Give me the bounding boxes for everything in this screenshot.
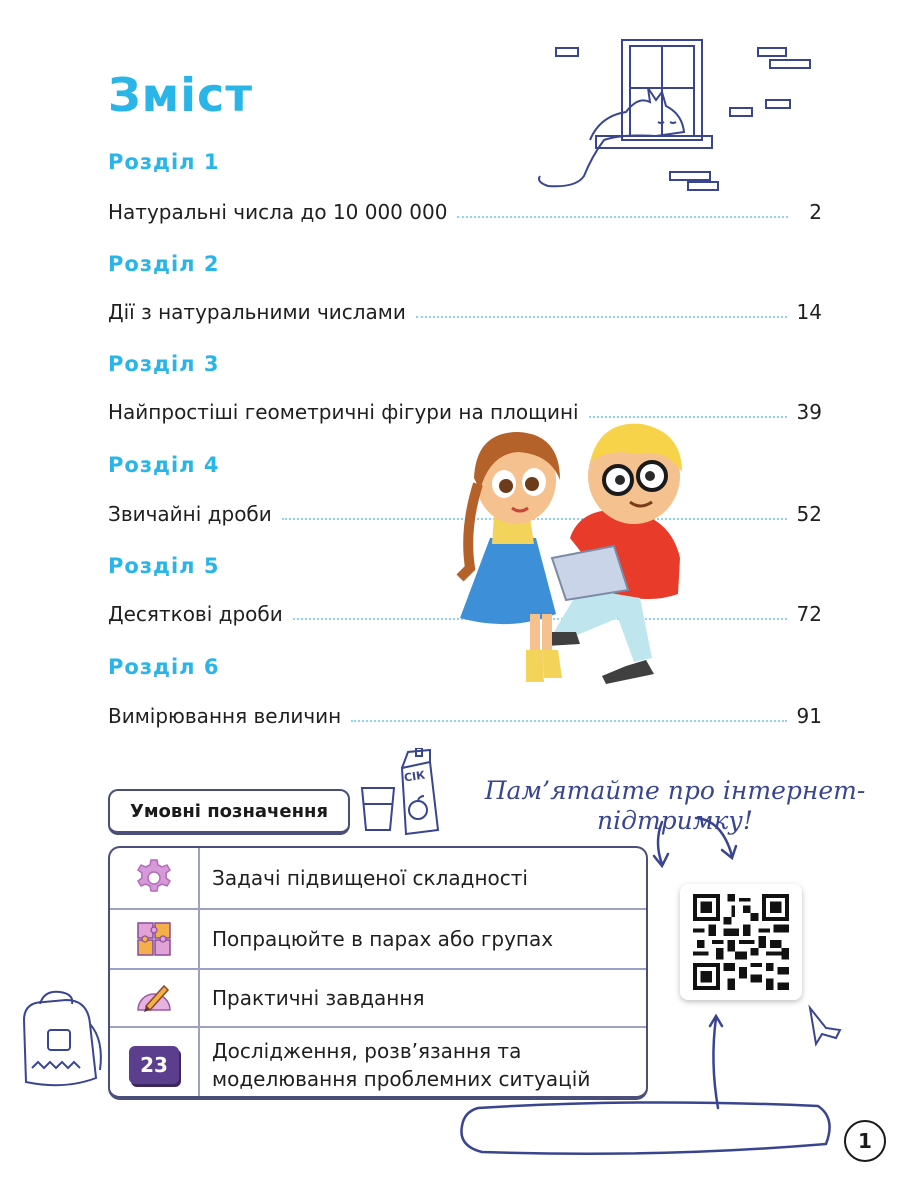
section-label-5: Розділ 5 xyxy=(108,554,220,578)
gear-icon xyxy=(134,858,174,898)
toc-entry-page: 39 xyxy=(796,400,822,424)
legend-icon-cell xyxy=(110,910,200,968)
legend-row xyxy=(110,908,646,968)
toc-entry-title: Десяткові дроби xyxy=(108,602,283,626)
window-cat-illustration xyxy=(530,36,820,196)
section-label-4: Розділ 4 xyxy=(108,453,220,477)
toc-entry-1[interactable] xyxy=(108,194,822,224)
section-label-6: Розділ 6 xyxy=(108,655,220,679)
legend-icon-cell xyxy=(110,970,200,1026)
toc-entry-page: 52 xyxy=(796,502,822,526)
legend-text: Задачі підвищеної складності xyxy=(212,866,528,890)
children-illustration xyxy=(430,418,700,702)
toc-entry-page: 91 xyxy=(796,704,822,728)
legend-text-line: Дослідження, розв’язання та xyxy=(212,1039,522,1063)
toc-entry-2[interactable] xyxy=(108,294,822,324)
toc-entry-title: Вимірювання величин xyxy=(108,704,342,728)
support-reminder-line: підтримку! xyxy=(597,806,753,835)
juice-box-label: СІК xyxy=(403,768,426,785)
legend-row xyxy=(110,848,646,908)
number-badge: 23 xyxy=(129,1046,179,1084)
section-label-2: Розділ 2 xyxy=(108,252,220,276)
dot-leader xyxy=(457,216,788,218)
ruler-pencil-icon xyxy=(134,980,174,1016)
dot-leader xyxy=(351,720,786,722)
toc-entry-title: Звичайні дроби xyxy=(108,502,272,526)
legend-row xyxy=(110,968,646,1026)
toc-entry-title: Натуральні числа до 10 000 000 xyxy=(108,200,448,224)
backpack-illustration xyxy=(4,990,108,1094)
legend-title: Умовні позначення xyxy=(108,789,350,835)
section-label-3: Розділ 3 xyxy=(108,352,220,376)
puzzle-icon xyxy=(134,919,174,959)
toc-entry-title: Дії з натуральними числами xyxy=(108,300,406,324)
qr-code-icon xyxy=(691,894,791,990)
legend-icon-cell xyxy=(110,848,200,908)
dot-leader xyxy=(416,316,787,318)
legend-text: Практичні завдання xyxy=(212,986,425,1010)
qr-code[interactable] xyxy=(680,884,802,1000)
page-title: Зміст xyxy=(108,68,253,122)
toc-entry-title: Найпростіші геометричні фігури на площині xyxy=(108,400,579,424)
legend-icon-cell xyxy=(110,1028,200,1100)
glass-juice-illustration xyxy=(356,748,448,836)
legend-row xyxy=(110,1026,646,1100)
legend-table xyxy=(108,846,648,1100)
toc-entry-6[interactable] xyxy=(108,698,822,728)
toc-entry-page: 2 xyxy=(809,200,822,224)
toc-entry-page: 72 xyxy=(796,602,822,626)
section-label-1: Розділ 1 xyxy=(108,150,220,174)
support-reminder-line: Пам’ятайте про інтернет- xyxy=(484,776,866,805)
legend-text: Попрацюйте в парах або групах xyxy=(212,927,554,951)
toc-entry-page: 14 xyxy=(796,300,822,324)
legend-text-line: моделювання проблемних ситуацій xyxy=(212,1067,591,1091)
sketch-bubble xyxy=(458,1098,838,1160)
legend-text xyxy=(200,1037,590,1093)
page-number: 1 xyxy=(844,1120,886,1162)
